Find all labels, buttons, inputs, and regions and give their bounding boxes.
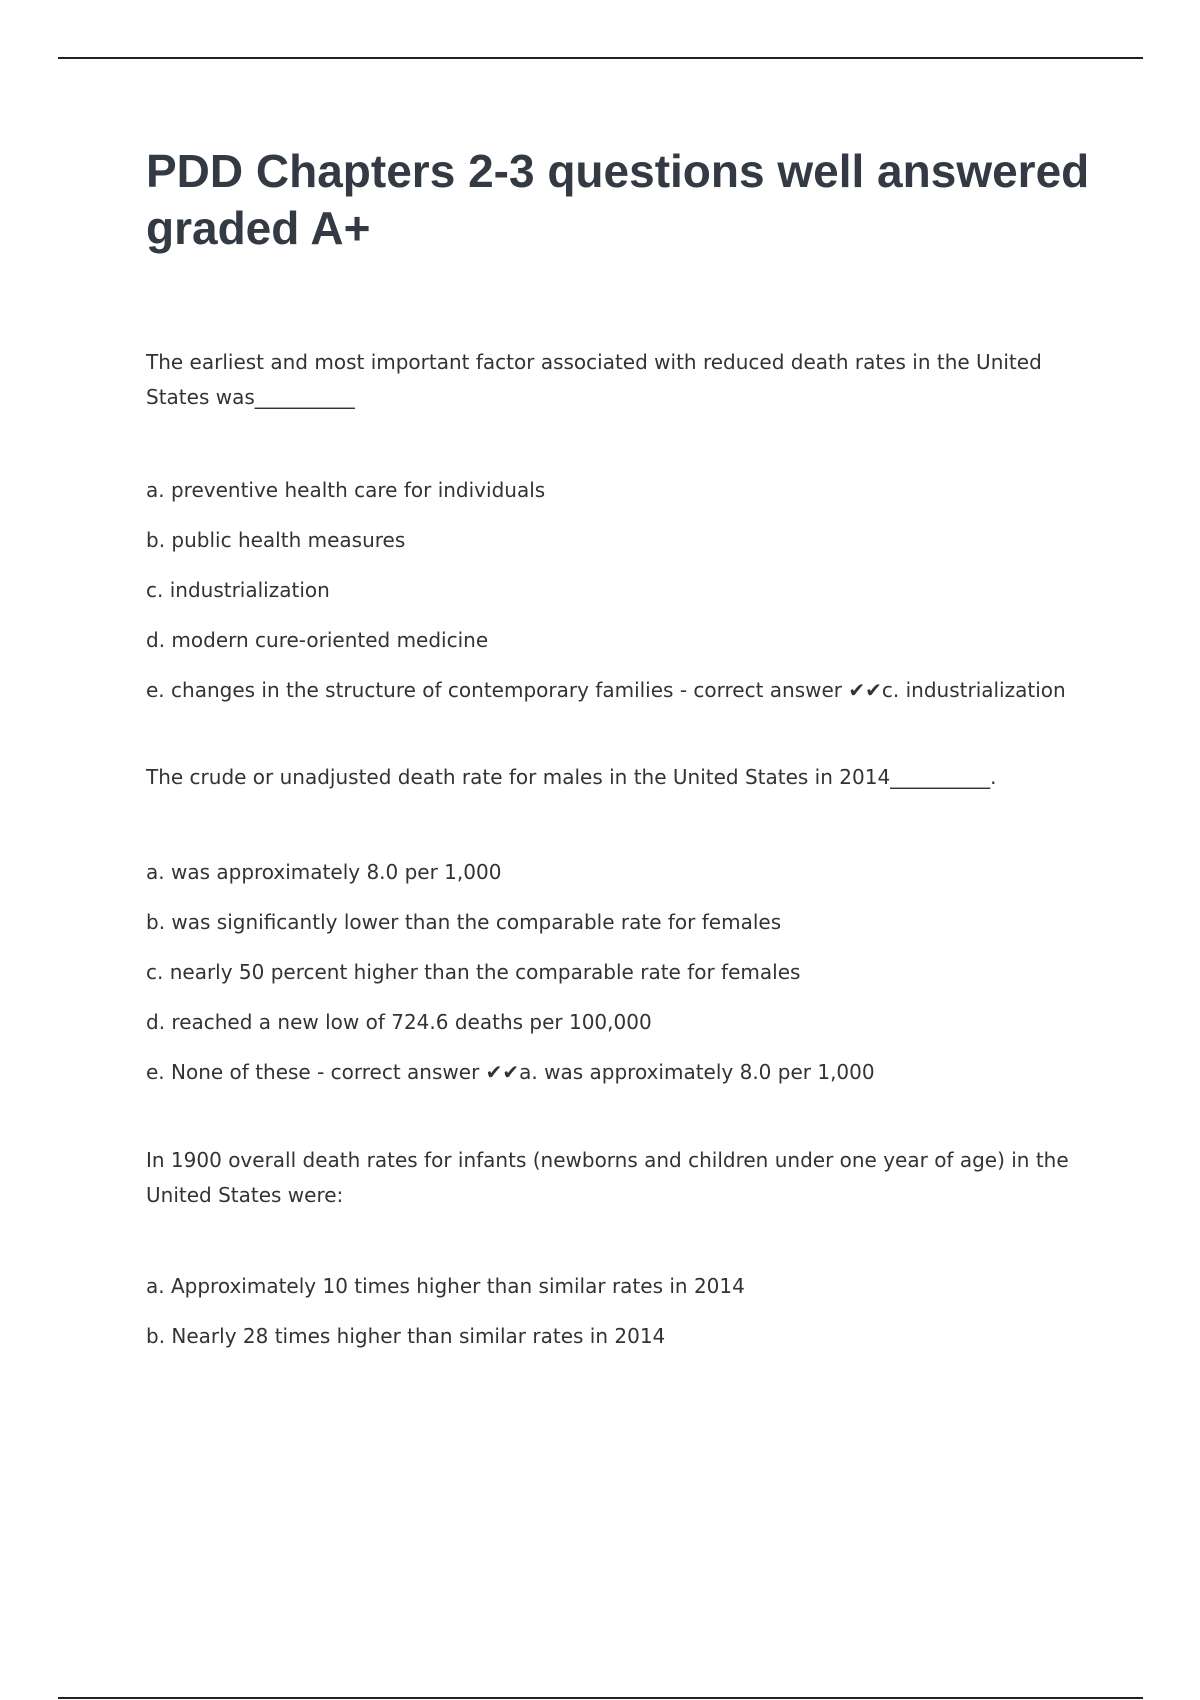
question-3-option-a: a. Approximately 10 times higher than similar rates in 2014 xyxy=(146,1274,745,1298)
question-2-option-e: e. None of these - correct answer ✔✔a. was approximately 8.0 per 1,000 xyxy=(146,1060,875,1084)
question-1-option-b: b. public health measures xyxy=(146,528,406,552)
question-2-options xyxy=(146,857,1106,1087)
question-3-options xyxy=(146,1271,1106,1351)
document-body xyxy=(146,143,1106,1371)
top-rule xyxy=(58,57,1143,59)
question-1-option-d: d. modern cure-oriented medicine xyxy=(146,628,489,652)
question-2-option-a: a. was approximately 8.0 per 1,000 xyxy=(146,860,502,884)
question-1-text: The earliest and most important factor associated with reduced death rates in the United States was__________ xyxy=(146,350,1042,409)
question-2-text: The crude or unadjusted death rate for males in the United States in 2014__________. xyxy=(146,765,997,789)
question-3-option-b: b. Nearly 28 times higher than similar rates in 2014 xyxy=(146,1324,666,1348)
bottom-rule xyxy=(58,1697,1143,1699)
question-2-option-b: b. was significantly lower than the comparable rate for females xyxy=(146,910,782,934)
document-title: PDD Chapters 2-3 questions well answered graded A+ xyxy=(146,145,1090,254)
question-1-options xyxy=(146,475,1106,705)
question-3-text: In 1900 overall death rates for infants (newborns and children under one year of age) in the United States were: xyxy=(146,1148,1069,1207)
question-1-option-a: a. preventive health care for individuals xyxy=(146,478,546,502)
question-1-option-c: c. industrialization xyxy=(146,578,330,602)
question-1-option-e: e. changes in the structure of contemporary families - correct answer ✔✔c. industrialization xyxy=(146,678,1066,702)
question-2-option-d: d. reached a new low of 724.6 deaths per 100,000 xyxy=(146,1010,652,1034)
question-2-option-c: c. nearly 50 percent higher than the comparable rate for females xyxy=(146,960,801,984)
